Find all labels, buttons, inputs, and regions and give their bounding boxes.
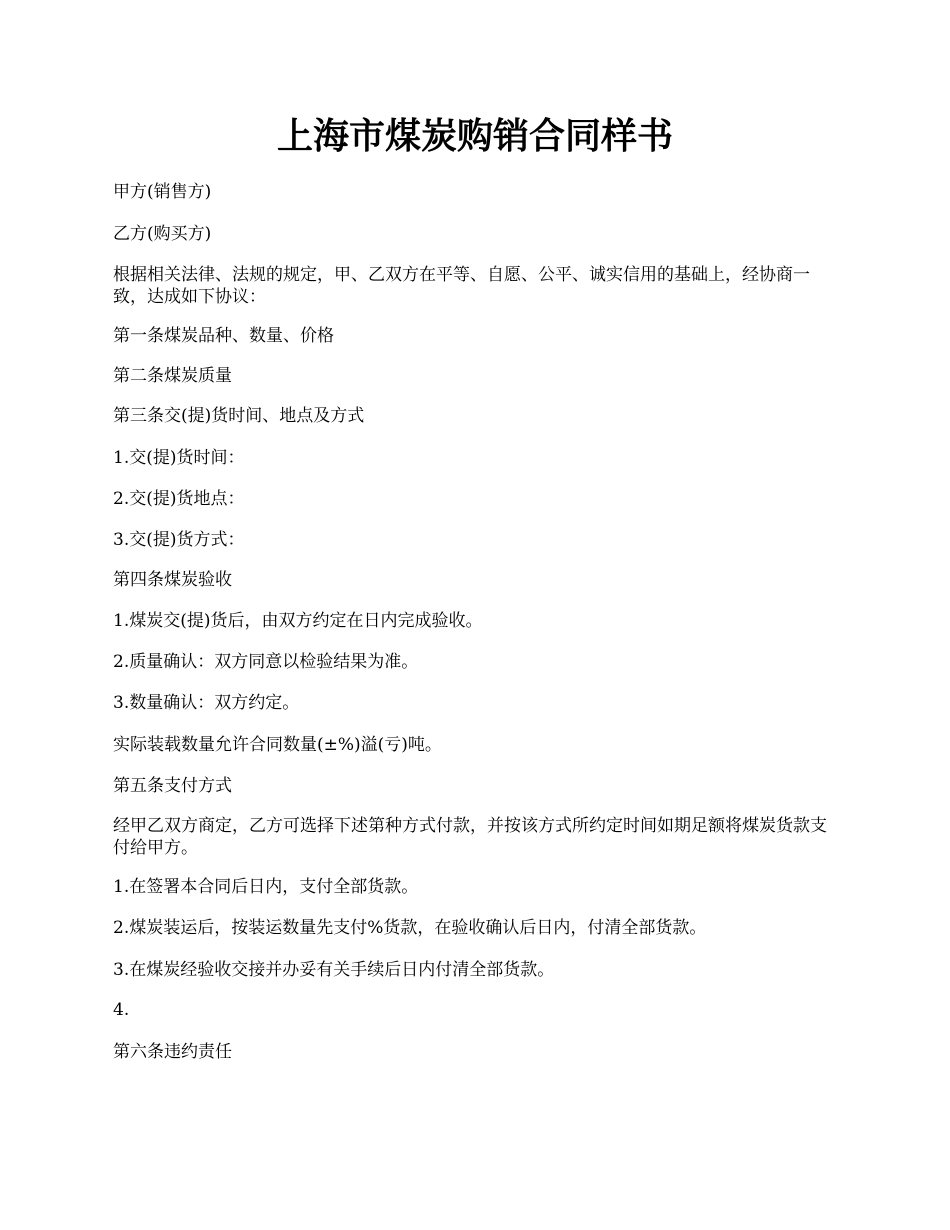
article-6-heading: 第六条违约责任 <box>113 1042 232 1062</box>
article-5-heading: 第五条支付方式 <box>113 776 232 796</box>
payment-option-3: 3.在煤炭经验收交接并办妥有关手续后日内付清全部货款。 <box>113 960 555 980</box>
article-2-heading: 第二条煤炭质量 <box>113 366 232 386</box>
payment-option-2: 2.煤炭装运后，按装运数量先支付%货款，在验收确认后日内，付清全部货款。 <box>113 918 707 938</box>
article-3-item-3: 3.交(提)货方式： <box>113 530 245 550</box>
article-3-heading: 第三条交(提)货时间、地点及方式 <box>113 406 365 426</box>
payment-option-1: 1.在签署本合同后日内，支付全部货款。 <box>113 877 419 897</box>
article-4-item-2: 2.质量确认：双方同意以检验结果为准。 <box>113 652 419 672</box>
article-4-item-3: 3.数量确认：双方约定。 <box>113 693 300 713</box>
party-b-line: 乙方(购买方) <box>113 224 212 244</box>
payment-option-4: 4. <box>113 1000 130 1020</box>
article-3-item-1: 1.交(提)货时间： <box>113 448 245 468</box>
article-3-item-2: 2.交(提)货地点： <box>113 489 245 509</box>
preamble-paragraph: 根据相关法律、法规的规定，甲、乙双方在平等、自愿、公平、诚实信用的基础上，经协商一致，达成如下协议： <box>113 265 810 307</box>
payment-intro-paragraph: 经甲乙双方商定，乙方可选择下述第种方式付款，并按该方式所约定时间如期足额将煤炭货款支付给甲方。 <box>113 816 827 858</box>
article-4-heading: 第四条煤炭验收 <box>113 570 232 590</box>
article-4-item-1: 1.煤炭交(提)货后，由双方约定在日内完成验收。 <box>113 611 483 631</box>
quantity-tolerance-line: 实际装载数量允许合同数量(±%)溢(亏)吨。 <box>113 735 442 755</box>
party-a-line: 甲方(销售方) <box>113 182 212 202</box>
article-1-heading: 第一条煤炭品种、数量、价格 <box>113 326 334 346</box>
document-title: 上海市煤炭购销合同样书 <box>276 115 673 157</box>
